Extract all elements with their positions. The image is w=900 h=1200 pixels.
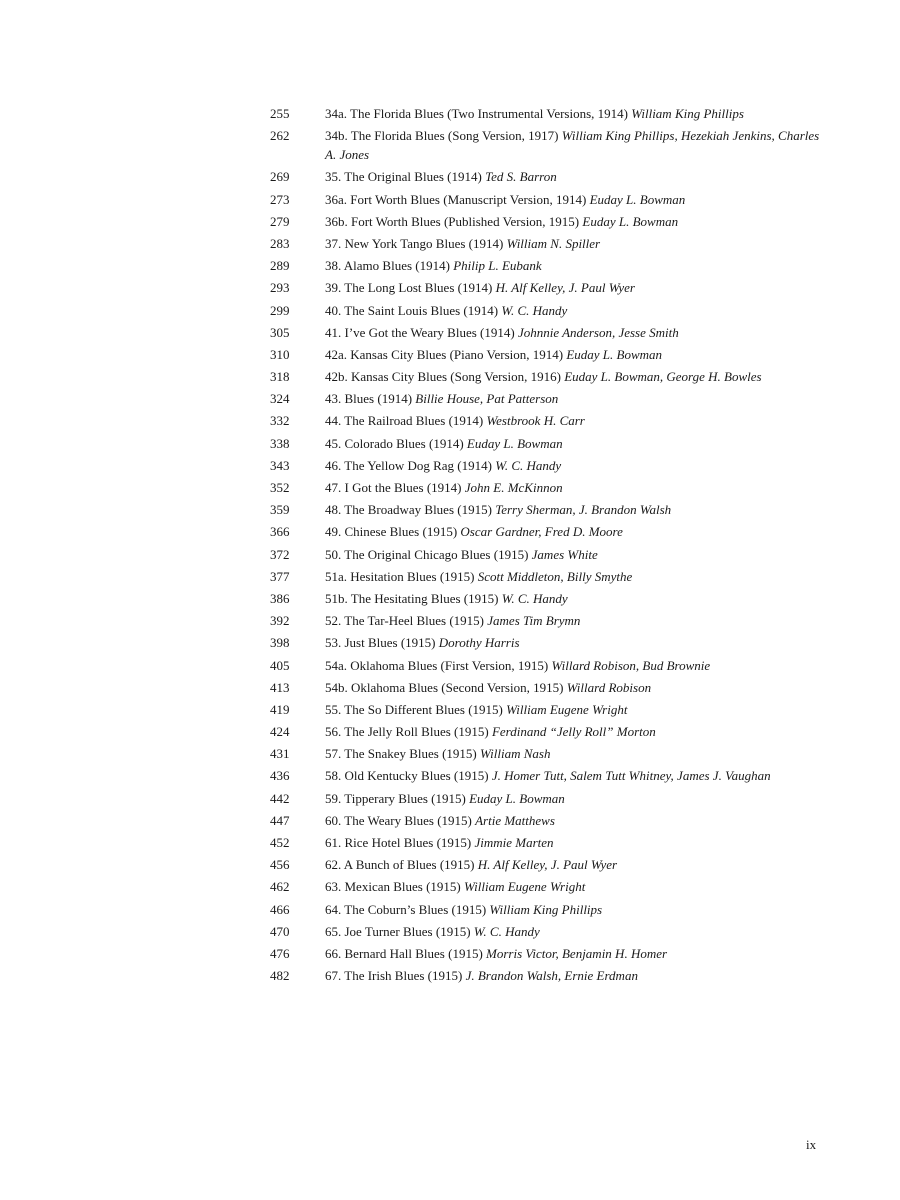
toc-page-number: 332 <box>270 413 290 429</box>
toc-entry-authors: William Eugene Wright <box>506 701 628 717</box>
toc-entry-text <box>325 922 830 941</box>
toc-entry <box>270 167 830 186</box>
toc-entry-text <box>325 234 830 253</box>
toc-entry-authors: Oscar Gardner, Fred D. Moore <box>460 524 623 540</box>
toc-entry-text <box>325 500 830 519</box>
toc-page-number: 366 <box>270 524 290 540</box>
toc-page-number: 343 <box>270 457 290 473</box>
toc-entry <box>270 323 830 342</box>
toc-entry-text <box>325 301 830 320</box>
toc-entry <box>270 900 830 919</box>
toc-entry <box>270 104 830 123</box>
toc-entry-text <box>325 789 830 808</box>
toc-entry-text <box>325 278 830 297</box>
toc-entry-text <box>325 833 830 852</box>
toc-entry-authors: Euday L. Bowman <box>466 435 563 451</box>
toc-entry-title: 51a. Hesitation Blues (1915) <box>325 568 475 584</box>
toc-entry <box>270 678 830 697</box>
toc-entry-title: 46. The Yellow Dog Rag (1914) <box>325 457 492 473</box>
toc-entry-title: 67. The Irish Blues (1915) <box>325 968 463 984</box>
toc-entry-title: 56. The Jelly Roll Blues (1915) <box>325 724 489 740</box>
toc-entry <box>270 234 830 253</box>
toc-entry <box>270 478 830 497</box>
toc-entry-authors: William N. Spiller <box>506 235 601 251</box>
toc-entry-title: 45. Colorado Blues (1914) <box>325 435 464 451</box>
toc-entry-title: 34b. The Florida Blues (Song Version, 1917) <box>325 128 559 144</box>
toc-page-number: 413 <box>270 679 290 695</box>
toc-page-number: 273 <box>270 191 290 207</box>
toc-entry-text <box>325 656 830 675</box>
toc-entry-title: 53. Just Blues (1915) <box>325 635 436 651</box>
toc-entry-title: 65. Joe Turner Blues (1915) <box>325 923 471 939</box>
toc-entry-title: 34a. The Florida Blues (Two Instrumental Versions, 1914) <box>325 106 628 121</box>
toc-entry-authors: Philip L. Eubank <box>453 258 542 274</box>
toc-entry-text <box>325 855 830 874</box>
toc-entry-title: 59. Tipperary Blues (1915) <box>325 790 466 806</box>
toc-entry-text <box>325 545 830 564</box>
toc-entry <box>270 656 830 675</box>
toc-entry-text <box>325 877 830 896</box>
toc-entry-title: 49. Chinese Blues (1915) <box>325 524 458 540</box>
toc-entry-title: 42b. Kansas City Blues (Song Version, 1916) <box>325 369 561 385</box>
toc-entry <box>270 766 830 785</box>
toc-entry-text <box>325 700 830 719</box>
toc-entry-title: 36b. Fort Worth Blues (Published Version, 1915) <box>325 213 580 229</box>
toc-entry <box>270 944 830 963</box>
toc-entry-text <box>325 323 830 342</box>
toc-page-number: 293 <box>270 280 290 296</box>
toc-entry-text <box>325 367 830 386</box>
toc-entry-text <box>325 522 830 541</box>
toc-entry-authors: James White <box>531 546 598 562</box>
toc-entry-authors: Billie House, Pat Patterson <box>415 391 559 407</box>
toc-entry-authors: Scott Middleton, Billy Smythe <box>477 568 633 584</box>
toc-entry <box>270 789 830 808</box>
toc-entry-title: 42a. Kansas City Blues (Piano Version, 1914) <box>325 346 564 362</box>
toc-entry-text <box>325 126 830 164</box>
toc-entry-authors: Euday L. Bowman <box>566 346 663 362</box>
toc-entry-authors: Willard Robison, Bud Brownie <box>551 657 711 673</box>
toc-entry-title: 38. Alamo Blues (1914) <box>325 258 450 274</box>
toc-entry-text <box>325 567 830 586</box>
toc-entry <box>270 567 830 586</box>
toc-entry-title: 52. The Tar-Heel Blues (1915) <box>325 613 485 629</box>
toc-page-number: 466 <box>270 901 290 917</box>
toc-entry-title: 48. The Broadway Blues (1915) <box>325 502 492 518</box>
toc-entry-title: 37. New York Tango Blues (1914) <box>325 235 504 251</box>
toc-entry-title: 61. Rice Hotel Blues (1915) <box>325 835 472 850</box>
toc-page-number: 352 <box>270 480 290 495</box>
toc-entry-authors: Ferdinand “Jelly Roll” Morton <box>491 724 656 740</box>
toc-entry-title: 54b. Oklahoma Blues (Second Version, 1915) <box>325 679 564 695</box>
toc-entry <box>270 966 830 985</box>
toc-page-number: 398 <box>270 635 290 651</box>
toc-page-number: 283 <box>270 235 290 251</box>
toc-entry <box>270 367 830 386</box>
toc-entry <box>270 345 830 364</box>
toc-page-number: 476 <box>270 945 290 961</box>
toc-page-number: 255 <box>270 106 290 121</box>
toc-entry <box>270 389 830 408</box>
toc-entry-authors: Jimmie Marten <box>474 835 554 850</box>
toc-entry <box>270 126 830 164</box>
toc-entry-text <box>325 744 830 763</box>
toc-entry-authors: Westbrook H. Carr <box>486 413 585 429</box>
toc-entry-text <box>325 104 830 123</box>
toc-page-number: 279 <box>270 213 290 229</box>
toc-page-number: 324 <box>270 391 290 407</box>
page-folio: ix <box>806 1137 817 1152</box>
toc-entry-title: 44. The Railroad Blues (1914) <box>325 413 484 429</box>
toc-entry <box>270 744 830 763</box>
toc-entry-text <box>325 167 830 186</box>
toc-page-number: 289 <box>270 258 290 274</box>
toc-entry <box>270 877 830 896</box>
toc-entry-text <box>325 722 830 741</box>
toc-entry-title: 63. Mexican Blues (1915) <box>325 879 461 895</box>
toc-entry <box>270 190 830 209</box>
toc-entry-authors: Artie Matthews <box>475 812 555 828</box>
toc-entry <box>270 545 830 564</box>
toc-entry-title: 47. I Got the Blues (1914) <box>325 480 462 495</box>
toc-entry-text <box>325 678 830 697</box>
toc-entry-text <box>325 389 830 408</box>
toc-entry <box>270 922 830 941</box>
toc-entry-authors: William King Phillips, Hezekiah Jenkins, Charles A. Jones <box>325 128 820 163</box>
toc-page-number: 482 <box>270 968 290 984</box>
toc-entry-authors: William Nash <box>480 746 551 762</box>
toc-entry-text <box>325 811 830 830</box>
toc-entry <box>270 633 830 652</box>
toc-entry-title: 55. The So Different Blues (1915) <box>325 701 503 717</box>
toc-entry-text <box>325 589 830 608</box>
toc-entry-authors: John E. McKinnon <box>464 480 563 495</box>
toc-page-number: 338 <box>270 435 290 451</box>
toc-page-number: 470 <box>270 923 290 939</box>
toc-page-number: 456 <box>270 857 290 873</box>
toc-entry-title: 57. The Snakey Blues (1915) <box>325 746 477 762</box>
toc-entry-authors: William King Phillips <box>489 901 603 917</box>
toc-entry-title: 50. The Original Chicago Blues (1915) <box>325 546 529 562</box>
toc-entry-title: 58. Old Kentucky Blues (1915) <box>325 768 489 784</box>
toc-entry-title: 64. The Coburn’s Blues (1915) <box>325 901 487 917</box>
toc-entry <box>270 589 830 608</box>
toc-page-number: 299 <box>270 302 290 318</box>
toc-entry <box>270 411 830 430</box>
toc-entry-authors: W. C. Handy <box>501 590 568 606</box>
toc-entry-text <box>325 611 830 630</box>
toc-entry-title: 60. The Weary Blues (1915) <box>325 812 472 828</box>
toc-entry <box>270 700 830 719</box>
toc-entry-text <box>325 456 830 475</box>
toc-entry-authors: Ted S. Barron <box>485 169 557 185</box>
toc-entry-title: 39. The Long Lost Blues (1914) <box>325 280 493 296</box>
toc-entry-title: 51b. The Hesitating Blues (1915) <box>325 590 499 606</box>
toc-entry-text <box>325 212 830 231</box>
toc-page-number: 262 <box>270 128 290 144</box>
toc-page-number: 436 <box>270 768 290 784</box>
toc-entry <box>270 722 830 741</box>
toc-page-number: 431 <box>270 746 290 762</box>
toc-page-number: 310 <box>270 346 290 362</box>
toc-entry-text <box>325 633 830 652</box>
toc-entry-text <box>325 256 830 275</box>
toc-page-number: 318 <box>270 369 290 385</box>
toc-entry <box>270 500 830 519</box>
toc-entry <box>270 833 830 852</box>
toc-entry-authors: William Eugene Wright <box>464 879 586 895</box>
toc-entry-authors: H. Alf Kelley, J. Paul Wyer <box>477 857 618 873</box>
toc-page-number: 442 <box>270 790 290 806</box>
toc-entry-authors: Euday L. Bowman <box>589 191 686 207</box>
toc-entry-authors: William King Phillips <box>631 106 744 121</box>
toc-entry <box>270 278 830 297</box>
toc-entry <box>270 855 830 874</box>
toc-entry <box>270 456 830 475</box>
toc-entry-text <box>325 966 830 985</box>
toc-entry-text <box>325 434 830 453</box>
toc-entry-text <box>325 944 830 963</box>
toc-entry-title: 36a. Fort Worth Blues (Manuscript Version, 1914) <box>325 191 587 207</box>
toc-entry-authors: Dorothy Harris <box>438 635 520 651</box>
toc-page-number: 305 <box>270 324 290 340</box>
toc-page-number: 452 <box>270 835 290 850</box>
toc-entry-authors: Terry Sherman, J. Brandon Walsh <box>495 502 672 518</box>
toc-entry-authors: Johnnie Anderson, Jesse Smith <box>517 324 679 340</box>
toc-entry-text <box>325 478 830 497</box>
toc-page-number: 462 <box>270 879 290 895</box>
toc-entry-authors: W. C. Handy <box>473 923 540 939</box>
toc-entry-title: 40. The Saint Louis Blues (1914) <box>325 302 499 318</box>
toc-entry-title: 43. Blues (1914) <box>325 391 413 407</box>
toc-page-number: 424 <box>270 724 290 740</box>
toc-entry-title: 35. The Original Blues (1914) <box>325 169 482 185</box>
toc-entry-title: 66. Bernard Hall Blues (1915) <box>325 945 483 961</box>
toc-entry-authors: J. Homer Tutt, Salem Tutt Whitney, James J. Vaughan <box>491 768 771 784</box>
toc-entry-authors: W. C. Handy <box>501 302 568 318</box>
toc-page-number: 359 <box>270 502 290 518</box>
toc-page-number: 392 <box>270 613 290 629</box>
table-of-contents <box>270 104 830 988</box>
toc-entry-title: 41. I’ve Got the Weary Blues (1914) <box>325 324 515 340</box>
toc-entry-authors: James Tim Brymn <box>487 613 581 629</box>
toc-page-number: 372 <box>270 546 290 562</box>
toc-entry <box>270 522 830 541</box>
toc-page-number: 386 <box>270 590 290 606</box>
toc-page-number: 377 <box>270 568 290 584</box>
toc-entry-authors: Morris Victor, Benjamin H. Homer <box>486 945 668 961</box>
toc-entry-text <box>325 190 830 209</box>
toc-entry-text <box>325 345 830 364</box>
toc-entry <box>270 256 830 275</box>
toc-page-number: 447 <box>270 812 290 828</box>
toc-entry <box>270 301 830 320</box>
toc-page-number: 405 <box>270 657 290 673</box>
toc-entry-authors: Euday L. Bowman <box>582 213 679 229</box>
toc-entry-authors: J. Brandon Walsh, Ernie Erdman <box>465 968 638 984</box>
toc-entry-title: 54a. Oklahoma Blues (First Version, 1915) <box>325 657 549 673</box>
toc-entry-text <box>325 766 830 785</box>
toc-entry-authors: W. C. Handy <box>495 457 562 473</box>
toc-entry <box>270 811 830 830</box>
toc-entry-text <box>325 411 830 430</box>
toc-entry-authors: Euday L. Bowman <box>469 790 565 806</box>
toc-entry-authors: H. Alf Kelley, J. Paul Wyer <box>495 280 635 296</box>
toc-entry-text <box>325 900 830 919</box>
toc-entry-authors: Willard Robison <box>566 679 652 695</box>
toc-entry <box>270 434 830 453</box>
toc-page-number: 269 <box>270 169 290 185</box>
toc-entry <box>270 611 830 630</box>
toc-entry-authors: Euday L. Bowman, George H. Bowles <box>564 369 762 385</box>
toc-entry-title: 62. A Bunch of Blues (1915) <box>325 857 475 873</box>
toc-entry <box>270 212 830 231</box>
toc-page-number: 419 <box>270 701 290 717</box>
